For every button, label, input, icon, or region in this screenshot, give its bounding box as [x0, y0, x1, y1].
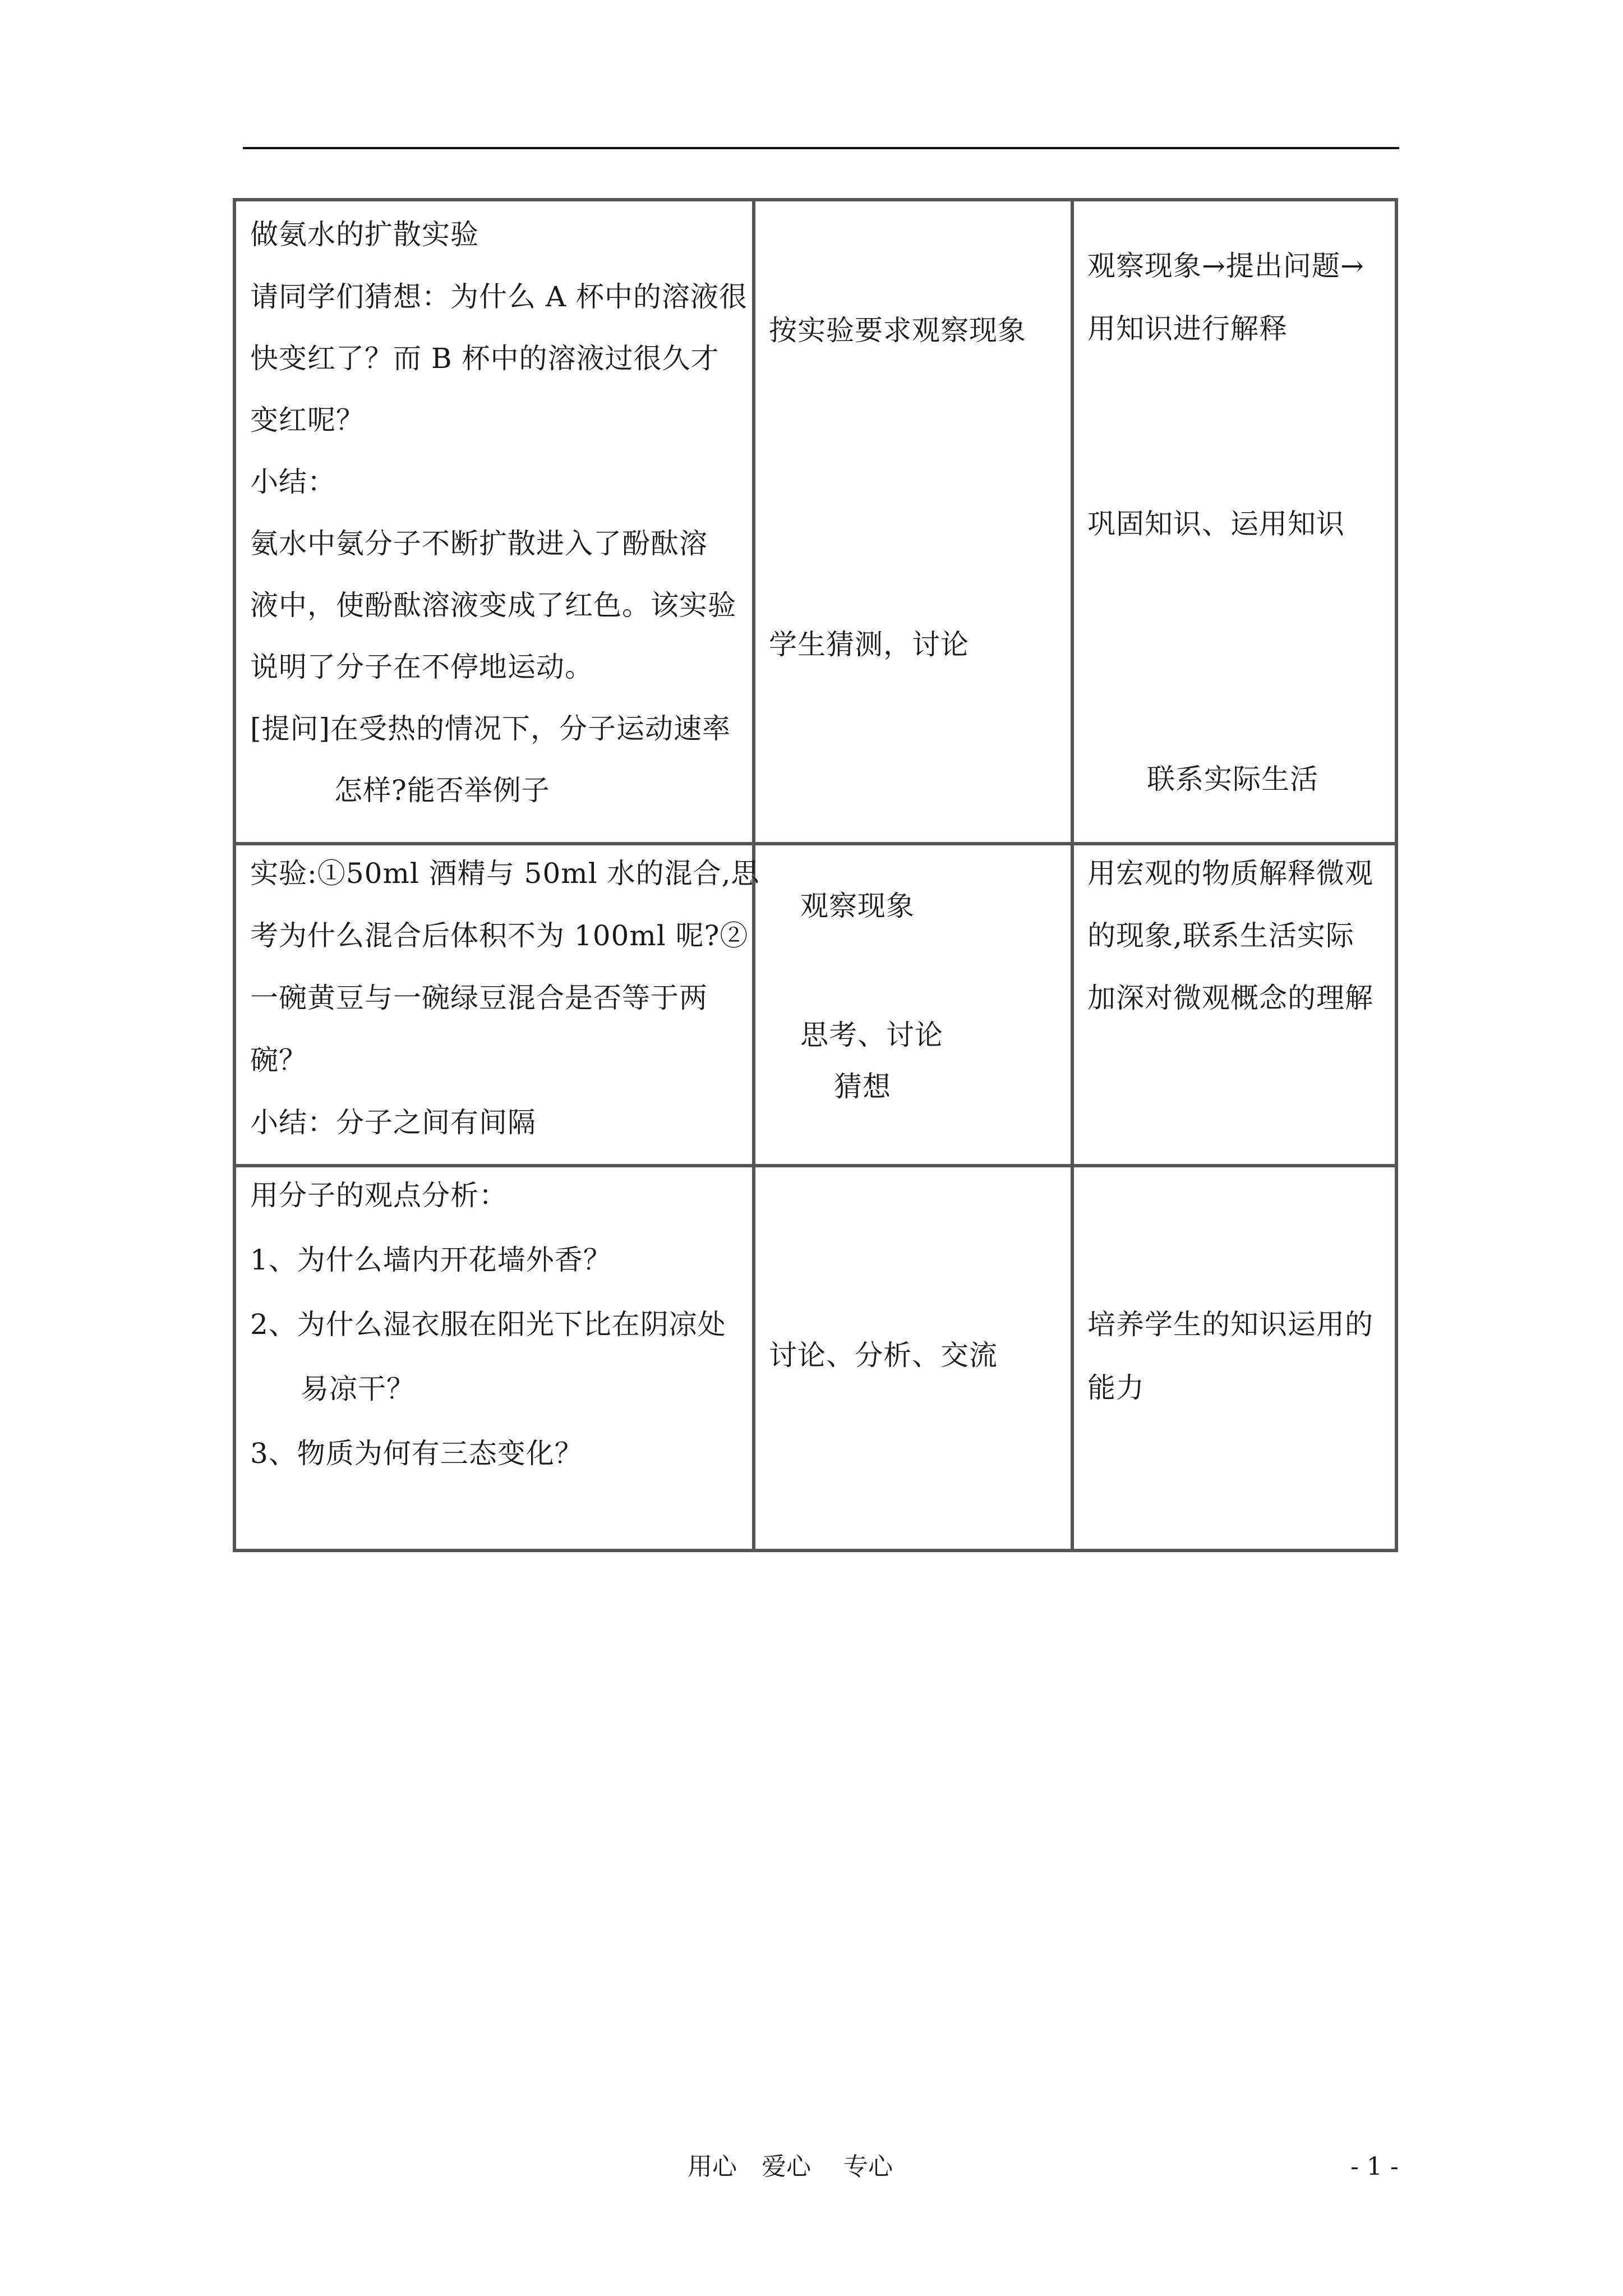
cell-line: 用知识进行解释 — [1087, 312, 1288, 345]
cell-line: 讨论、分析、交流 — [769, 1339, 998, 1372]
cell-line: 思考、讨论 — [800, 1019, 943, 1051]
cell-line: 小结： — [250, 466, 336, 498]
cell-line: 考为什么混合后体积不为 100ml 呢?② — [250, 919, 749, 952]
activity-cell — [234, 844, 760, 1166]
cell-line: 请同学们猜想：为什么 A 杯中的溶液很 — [250, 280, 748, 313]
cell-line: 学生猜测，讨论 — [769, 628, 969, 661]
lesson-table — [233, 198, 1398, 1552]
cell-line: 易凉干？ — [301, 1373, 415, 1405]
student-activity-cell — [754, 1166, 1072, 1550]
header-rule — [243, 147, 1399, 149]
cell-line: 怎样?能否举例子 — [334, 774, 550, 807]
cell-line: 用宏观的物质解释微观 — [1087, 857, 1373, 890]
cell-line: 用分子的观点分析： — [250, 1179, 508, 1212]
student-activity-cell — [754, 844, 1072, 1166]
design-intent-cell — [1072, 200, 1396, 844]
cell-line: 巩固知识、运用知识 — [1087, 508, 1345, 540]
cell-line: 加深对微观概念的理解 — [1087, 982, 1373, 1014]
design-intent-cell — [1072, 1166, 1396, 1550]
cell-line: 观察现象→提出问题→ — [1087, 250, 1364, 282]
cell-line: 说明了分子在不停地运动。 — [250, 651, 593, 683]
cell-line: 做氨水的扩散实验 — [250, 218, 479, 251]
activity-cell — [234, 1166, 754, 1550]
cell-line: 1、为什么墙内开花墙外香？ — [250, 1244, 612, 1276]
page-number: - 1 - — [1350, 2152, 1399, 2181]
table-row — [234, 844, 1396, 1166]
table-row — [234, 1166, 1396, 1550]
cell-line: 快变红了？而 B 杯中的溶液过很久才 — [250, 342, 720, 375]
cell-line: 的现象,联系生活实际 — [1087, 919, 1354, 952]
cell-line: 能力 — [1087, 1372, 1145, 1404]
cell-line: 联系实际生活 — [1147, 763, 1318, 795]
cell-line: 实验:①50ml 酒精与 50ml 水的混合,思 — [250, 857, 760, 890]
cell-line: 变红呢？ — [250, 404, 365, 436]
table-row — [234, 200, 1396, 844]
cell-line: 2、为什么湿衣服在阳光下比在阴凉处 — [250, 1308, 726, 1341]
cell-line: 液中，使酚酞溶液变成了红色。该实验 — [250, 589, 736, 622]
cell-line: 小结：分子之间有间隔 — [250, 1106, 536, 1139]
cell-line: 3、物质为何有三态变化？ — [250, 1437, 583, 1470]
cell-line: [提问]在受热的情况下，分子运动速率 — [250, 712, 731, 745]
cell-line: 培养学生的知识运用的 — [1087, 1308, 1373, 1341]
cell-line: 按实验要求观察现象 — [769, 314, 1026, 347]
cell-line: 碗？ — [250, 1044, 307, 1076]
cell-line: 观察现象 — [800, 890, 915, 922]
cell-line: 猜想 — [834, 1070, 891, 1103]
cell-line: 一碗黄豆与一碗绿豆混合是否等于两 — [250, 982, 708, 1014]
design-intent-cell — [1072, 844, 1396, 1166]
cell-line: 氨水中氨分子不断扩散进入了酚酞溶 — [250, 527, 708, 560]
student-activity-cell — [754, 200, 1072, 844]
footer-motto: 用心 爱心 专心 — [688, 2152, 893, 2181]
activity-cell — [234, 200, 754, 844]
